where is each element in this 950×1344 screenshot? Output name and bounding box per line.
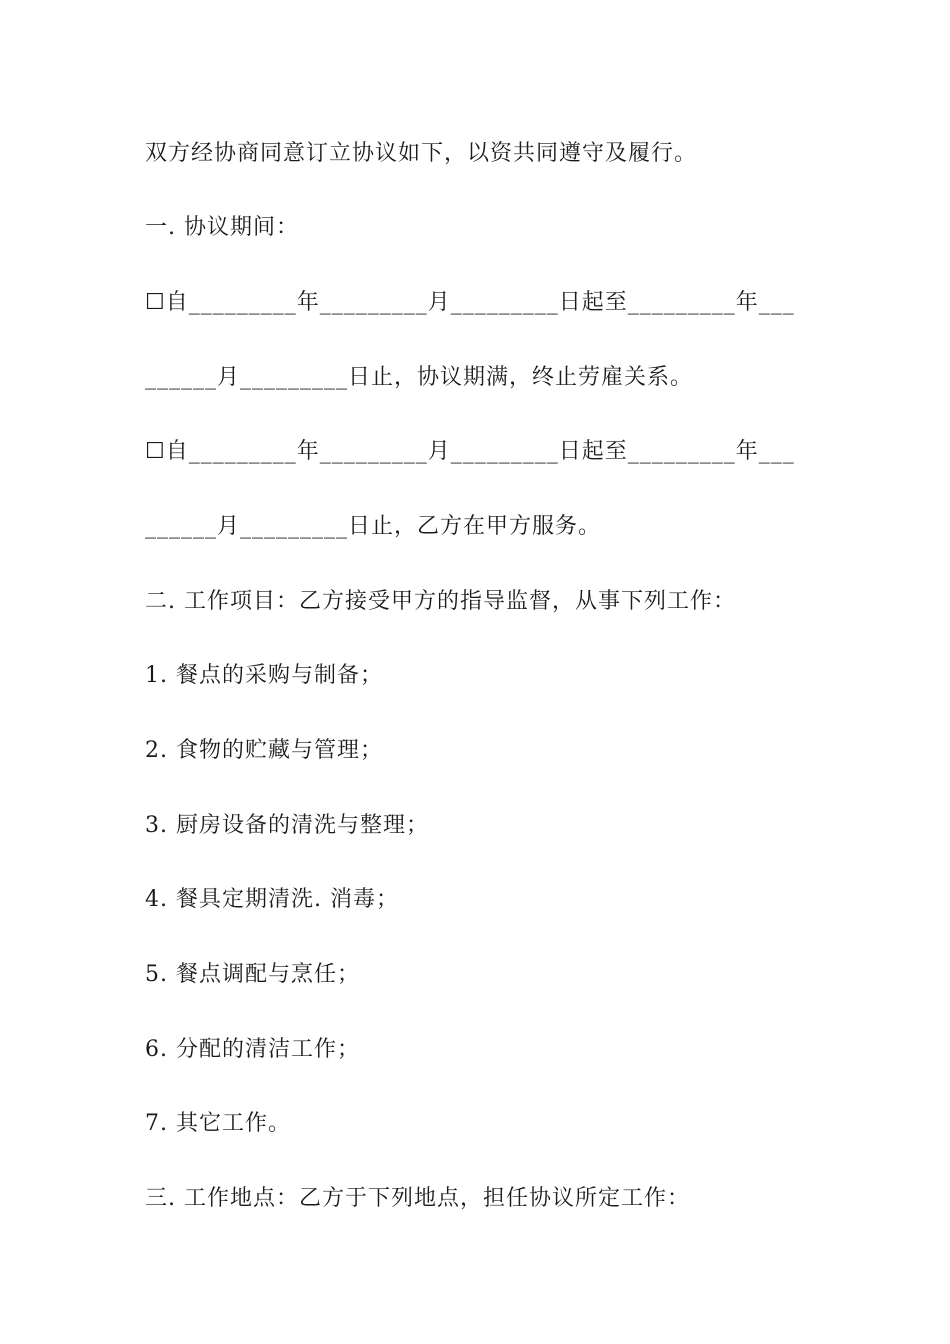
section-2-heading: 二. 工作项目：乙方接受甲方的指导监督，从事下列工作： (145, 589, 736, 614)
work-item-6: 6. 分配的清洁工作； (145, 1037, 360, 1062)
section-1-heading: 一. 协议期间： (145, 215, 299, 240)
work-item-4: 4. 餐具定期清洗. 消毒； (145, 887, 399, 912)
term-option-1-line-1: ☐自_________年_________月_________日起至_________年___ (145, 290, 795, 315)
work-item-3: 3. 厨房设备的清洗与整理； (145, 813, 429, 838)
work-item-7: 7. 其它工作。 (145, 1111, 291, 1136)
section-3-heading: 三. 工作地点：乙方于下列地点，担任协议所定工作： (145, 1186, 690, 1211)
work-item-5: 5. 餐点调配与烹任； (145, 962, 360, 987)
term-option-2-line-1: ☐自_________年_________月_________日起至_________年___ (145, 439, 795, 464)
work-item-2: 2. 食物的贮藏与管理； (145, 738, 383, 763)
agreement-intro: 双方经协商同意订立协议如下，以资共同遵守及履行。 (145, 141, 698, 166)
term-option-2-line-2: ______月_________日止，乙方在甲方服务。 (145, 514, 602, 539)
term-option-1-line-2: ______月_________日止，协议期满，终止劳雇关系。 (145, 365, 694, 390)
work-item-1: 1. 餐点的采购与制备； (145, 663, 383, 688)
